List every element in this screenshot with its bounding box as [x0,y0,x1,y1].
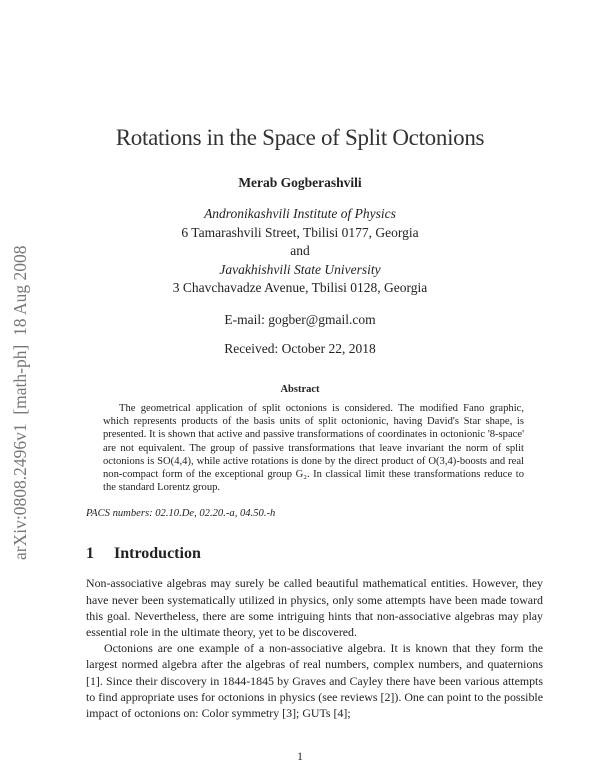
received-date: Received: October 22, 2018 [224,341,376,356]
paragraph: Octonions are one example of a non-associative algebra. It is known that they form the largest normed algebra after the algebras of real numbers, complex numbers, and quaternions [1]. Since their discovery in 1844-1845 by Graves and Cayley there have been various attempts to find appropriate uses for octonions in physics (see reviews [2]). One can point to the possible impact of octonions on: Color symmetry [3]; GUTs [4]; [86,641,543,721]
paper-title: Rotations in the Space of Split Octonions [115,125,485,150]
affiliation-institute-2: Javakhishvili State University [219,261,381,277]
affiliations [0,205,600,298]
page-number: 1 [297,751,303,764]
paragraph: Non-associative algebras may surely be called beautiful mathematical entities. However, they have never been systematically utilized in physics, only some attempts have been made toward this goal. Nevertheless, there are some intriguing hints that non-associative algebras may play essential role in the ultimate theory, yet to be discovered. [86,576,543,640]
author-name: Merab Gogberashvili [238,175,362,190]
affiliation-address-2: 3 Chavchavadze Avenue, Tbilisi 0128, Georgia [172,280,428,295]
affiliation-and: and [290,243,310,258]
body-text [86,575,543,721]
pacs-numbers: PACS numbers: 02.10.De, 02.20.-a, 04.50.-h [86,508,276,520]
affiliation-institute-1: Andronikashvili Institute of Physics [204,206,396,221]
lower-content [0,384,600,773]
abstract-text: The geometrical application of split octonions is considered. The modified Fano graphic, which represents products of the basis units of split octonionic, having David's Star shape, is presented. It is shown that active and passive transformations of coordinates in octonionic '8-space' are not equivalent. The group of passive transformations that leave invariant the norm of split octonions is SO(4,4), while active rotations is done by the direct product of O(3,4)-boosts and real non-compact form of the exceptional group G₂. In classical limit these transformations reduce to the standard Lorentz group. [103,403,524,494]
arxiv-identifier-stamp: arXiv:0808.2496v1 [math-ph] 18 Aug 2008 [10,245,30,560]
section-number: 1 [86,545,94,563]
section-heading [86,545,600,563]
author-email: E-mail: gogber@gmail.com [224,312,376,327]
section-title: Introduction [114,545,201,563]
affiliation-address-1: 6 Tamarashvili Street, Tbilisi 0177, Georgia [181,224,419,240]
abstract-heading: Abstract [280,384,320,395]
